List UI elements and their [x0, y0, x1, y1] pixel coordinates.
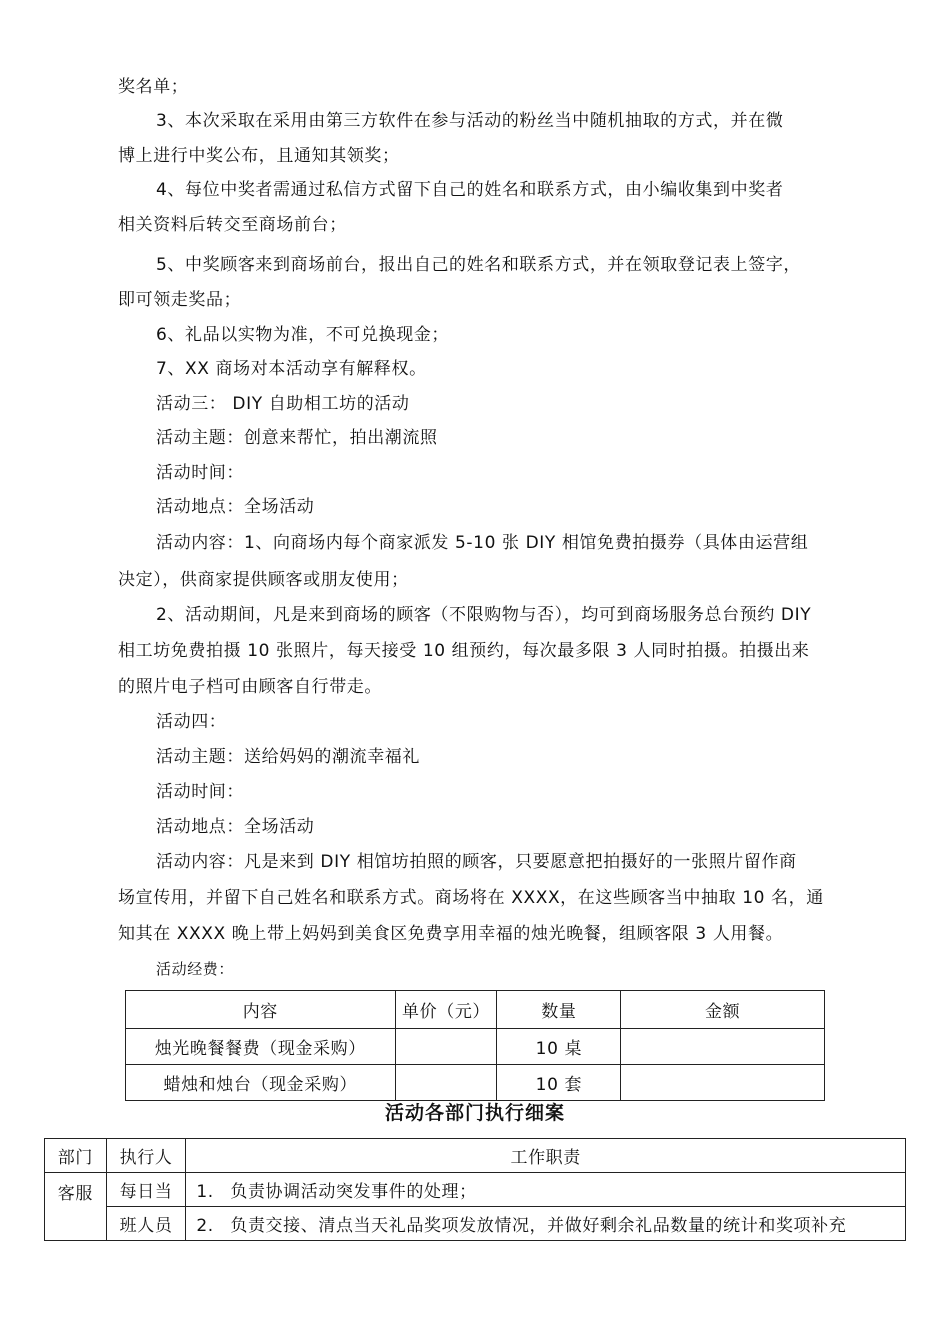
duty-text: 负责交接、清点当天礼品奖项发放情况，并做好剩余礼品数量的统计和奖项补充	[230, 1216, 847, 1236]
paragraph: 活动内容：凡是来到 DIY 相馆坊拍照的顾客，只要愿意把拍摄好的一张照片留作商	[156, 852, 797, 872]
paragraph: 4、每位中奖者需通过私信方式留下自己的姓名和联系方式，由小编收集到中奖者	[156, 180, 784, 200]
table-header-cell: 单价（元）	[395, 991, 497, 1029]
paragraph: 活动三： DIY 自助相工坊的活动	[156, 394, 410, 414]
table-cell	[621, 1029, 825, 1065]
duty-number: 1.	[196, 1182, 214, 1202]
paragraph: 5、中奖顾客来到商场前台，报出自己的姓名和联系方式，并在领取登记表上签字，	[156, 255, 802, 275]
executor-cell-line2: 班人员	[106, 1207, 186, 1241]
table-row	[126, 1029, 825, 1065]
paragraph: 相关资料后转交至商场前台；	[118, 215, 347, 235]
paragraph: 2、活动期间，凡是来到商场的顾客（不限购物与否），均可到商场服务总台预约 DIY	[156, 605, 812, 625]
table-header-cell: 执行人	[106, 1139, 186, 1173]
duty-text: 负责协调活动突发事件的处理；	[230, 1182, 477, 1202]
paragraph: 7、XX 商场对本活动享有解释权。	[156, 359, 427, 379]
paragraph: 活动四：	[156, 712, 227, 732]
paragraph: 活动主题：送给妈妈的潮流幸福礼	[156, 747, 420, 767]
paragraph: 活动内容：1、向商场内每个商家派发 5-10 张 DIY 相馆免费拍摄券（具体由运营组	[156, 533, 809, 553]
table-row	[126, 1065, 825, 1101]
table-cell: 烛光晚餐餐费（现金采购）	[126, 1029, 396, 1065]
table-cell: 10 桌	[497, 1029, 621, 1065]
table-cell	[621, 1065, 825, 1101]
table-cell: 蜡烛和烛台（现金采购）	[126, 1065, 396, 1101]
table-header-row	[45, 1139, 906, 1173]
duty-cell	[186, 1173, 906, 1207]
paragraph: 即可领走奖品；	[118, 290, 242, 310]
table-cell	[395, 1065, 497, 1101]
paragraph: 博上进行中奖公布，且通知其领奖；	[118, 146, 400, 166]
paragraph: 活动时间：	[156, 463, 244, 483]
cost-table	[125, 990, 825, 1101]
table-header-cell: 金额	[621, 991, 825, 1029]
paragraph: 相工坊免费拍摄 10 张照片，每天接受 10 组预约，每次最多限 3 人同时拍摄。拍摄出来	[118, 641, 810, 661]
table-header-cell: 部门	[45, 1139, 107, 1173]
section-title: 活动各部门执行细案	[384, 1102, 565, 1124]
duty-cell	[186, 1207, 906, 1241]
paragraph: 知其在 XXXX 晚上带上妈妈到美食区免费享用幸福的烛光晚餐，组顾客限 3 人用餐。	[118, 924, 784, 944]
table-header-row	[126, 991, 825, 1029]
paragraph: 活动主题：创意来帮忙，拍出潮流照	[156, 428, 438, 448]
table-cell	[395, 1029, 497, 1065]
paragraph: 的照片电子档可由顾客自行带走。	[118, 677, 382, 697]
paragraph: 6、礼品以实物为准，不可兑换现金；	[156, 325, 450, 345]
executor-cell-line1: 每日当	[106, 1173, 186, 1207]
table-row	[45, 1173, 906, 1207]
department-table	[44, 1138, 906, 1241]
table-header-cell: 内容	[126, 991, 396, 1029]
duty-number: 2.	[196, 1216, 214, 1236]
paragraph: 活动地点：全场活动	[156, 497, 315, 517]
paragraph: 活动时间：	[156, 782, 244, 802]
department-cell: 客服	[45, 1173, 107, 1241]
paragraph: 决定），供商家提供顾客或朋友使用；	[118, 570, 409, 590]
table-header-cell: 数量	[497, 991, 621, 1029]
paragraph: 场宣传用，并留下自己姓名和联系方式。商场将在 XXXX，在这些顾客当中抽取 10 名，通	[118, 888, 824, 908]
table-header-cell: 工作职责	[186, 1139, 906, 1173]
paragraph: 奖名单；	[118, 77, 189, 97]
paragraph: 活动经费：	[156, 960, 235, 978]
table-cell: 10 套	[497, 1065, 621, 1101]
paragraph: 活动地点：全场活动	[156, 817, 315, 837]
paragraph: 3、本次采取在采用由第三方软件在参与活动的粉丝当中随机抽取的方式，并在微	[156, 111, 784, 131]
table-row	[45, 1207, 906, 1241]
